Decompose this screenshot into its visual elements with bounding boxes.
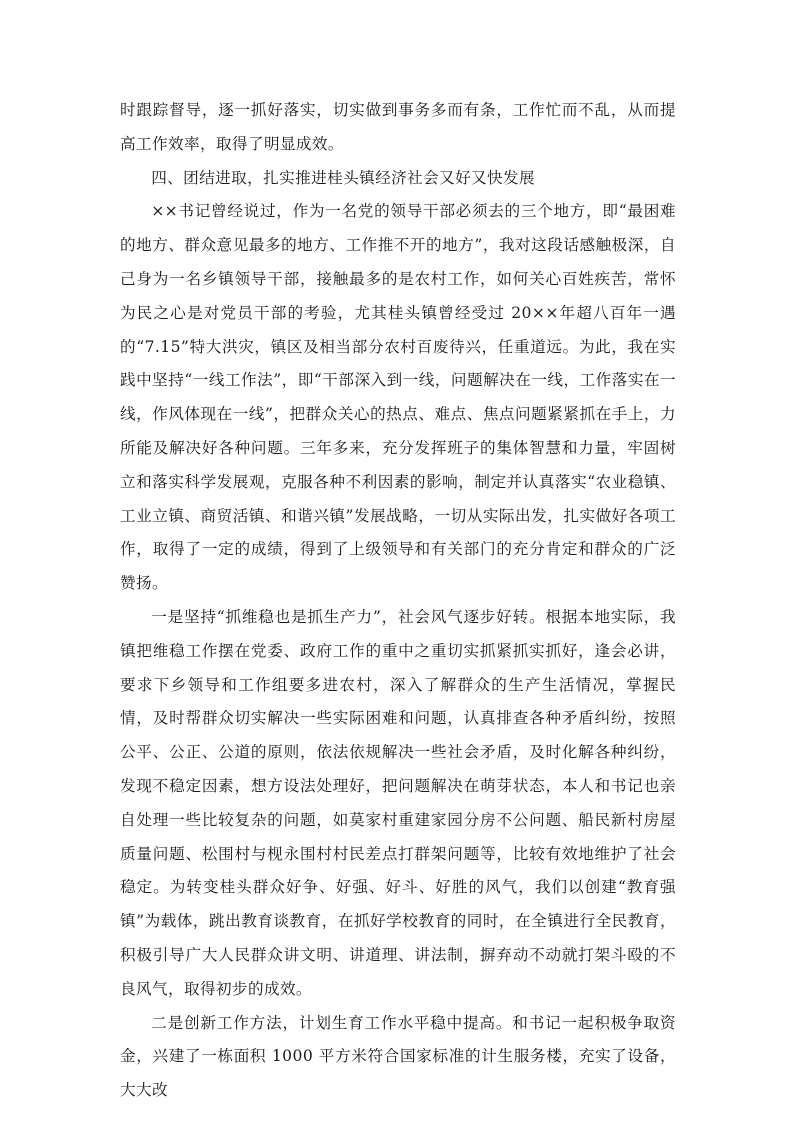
paragraph-body: ××书记曾经说过，作为一名党的领导干部必须去的三个地方，即“最困难的地方、群众意见最多的地方、工作推不开的地方”，我对这段话感触极深，自己身为一名乡镇领导干部，接触最多的是农村工作，如何关心百姓疾苦，常怀为民之心是对党员干部的考验，尤其桂头镇曾经受过 20××年超八百年一遇的“7.15”特大洪灾，镇区及相当部分农村百废待兴，任重道远。为此，我在实践中坚持“一线工作法”，即“干部深入到一线，问题解决在一线，工作落实在一线，作风体现在一线”，把群众关心的热点、难点、焦点问题紧紧抓在手上，力所能及解决好各种问题。三年多来，充分发挥班子的集体智慧和力量，牢固树立和落实科学发展观，克服各种不利因素的影响，制定并认真落实“农业稳镇、工业立镇、商贸活镇、和谐兴镇”发展战略，一切从实际出发，扎实做好各项工作，取得了一定的成绩，得到了上级领导和有关部门的充分肯定和群众的广泛赞扬。	[120, 202, 676, 593]
section-heading: 四、团结进取，扎实推进桂头镇经济社会又好又快发展	[151, 168, 536, 187]
paragraph-point-two: 二是创新工作方法，计划生育工作水平稳中提高。和书记一起积极争取资金，兴建了一栋面积 1000 平方米符合国家标准的计生服务楼，充实了设备，大大改	[120, 1013, 676, 1100]
paragraph-continuation: 时跟踪督导，逐一抓好落实，切实做到事务多而有条，工作忙而不乱，从而提高工作效率，取得了明显成效。	[120, 101, 676, 153]
paragraph-point-one: 一是坚持“抓维稳也是抓生产力”，社会风气逐步好转。根据本地实际，我镇把维稳工作摆在党委、政府工作的重中之重切实抓紧抓实抓好，逢会必讲，要求下乡领导和工作组要多进农村，深入了解群众的生产生活情况，掌握民情，及时帮群众切实解决一些实际困难和问题，认真排查各种矛盾纠纷，按照公平、公正、公道的原则，依法依规解决一些社会矛盾，及时化解各种纠纷，发现不稳定因素，想方设法处理好，把问题解决在萌芽状态，本人和书记也亲自处理一些比较复杂的问题，如莫家村重建家园分房不公问题、船民新村房屋质量问题、松围村与枧永围村村民差点打群架问题等，比较有效地维护了社会稳定。为转变桂头群众好争、好强、好斗、好胜的风气，我们以创建“教育强镇”为载体，跳出教育谈教育，在抓好学校教育的同时，在全镇进行全民教育，积极引导广大人民群众讲文明、讲道理、讲法制，摒弃动不动就打架斗殴的不良风气，取得初步的成效。	[120, 607, 676, 998]
document-body	[120, 94, 676, 1108]
